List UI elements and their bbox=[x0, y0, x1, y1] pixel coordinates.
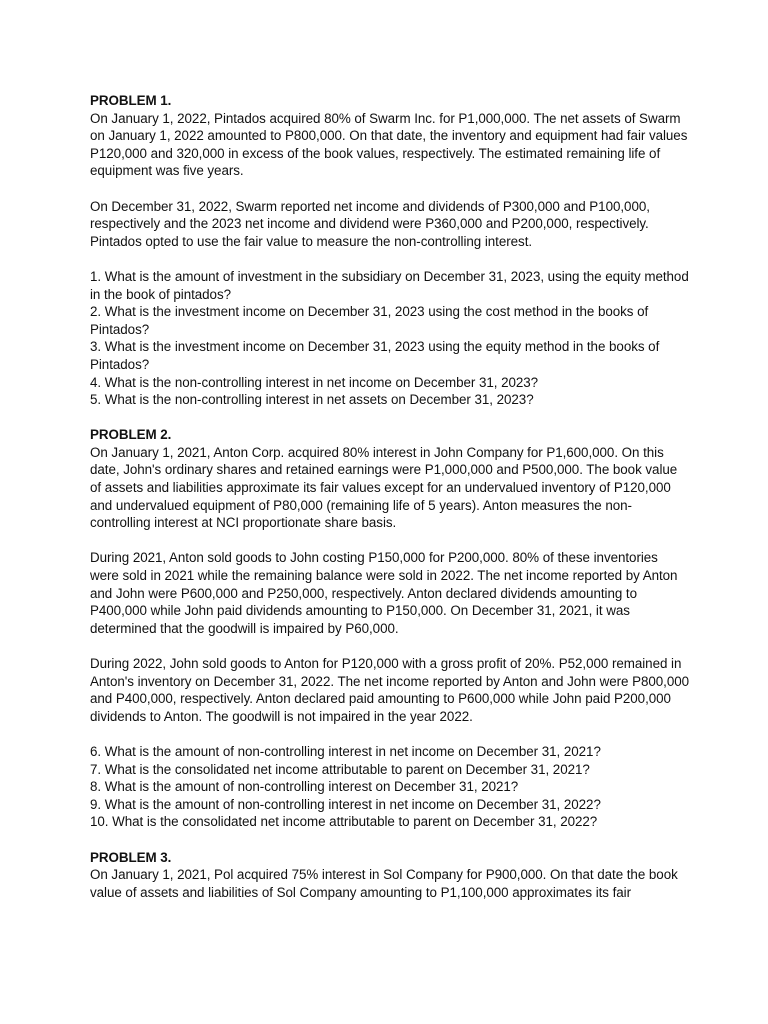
question-10: 10. What is the consolidated net income attributable to parent on December 31, 2022? bbox=[90, 814, 598, 830]
problem-3-paragraph: On January 1, 2021, Pol acquired 75% interest in Sol Company for P900,000. On that date the book value of assets and liabilities of Sol Company amounting to P1,100,000 approximates its fair bbox=[90, 867, 678, 900]
problem-3 bbox=[90, 849, 690, 902]
question-6: 6. What is the amount of non-controlling interest in net income on December 31, 2021? bbox=[90, 743, 601, 759]
problem-2 bbox=[90, 426, 690, 831]
problem-1 bbox=[90, 92, 690, 409]
question-7: 7. What is the consolidated net income attributable to parent on December 31, 2021? bbox=[90, 761, 590, 777]
question-4: 4. What is the non-controlling interest in net income on December 31, 2023? bbox=[90, 374, 539, 390]
document-page bbox=[90, 92, 690, 901]
question-2: 2. What is the investment income on December 31, 2023 using the cost method in the books of Pintados? bbox=[90, 304, 649, 337]
question-8: 8. What is the amount of non-controlling interest on December 31, 2021? bbox=[90, 779, 519, 795]
problem-1-title: PROBLEM 1. bbox=[90, 93, 172, 108]
question-1: 1. What is the amount of investment in the subsidiary on December 31, 2023, using the equity method in the book of pintados? bbox=[90, 268, 689, 302]
problem-2-paragraph: During 2021, Anton sold goods to John costing P150,000 for P200,000. 80% of these inventories were sold in 2021 while the remaining balance were sold in 2022. The net income reported by Anton and John were P600,000 and P250,000, respectively. Anton declared dividends amounting to P400,000 while John paid dividends amounting to P150,000. On December 31, 2021, it was determined that the goodwill is impaired by P60,000. bbox=[90, 550, 678, 636]
problem-2-paragraph: During 2022, John sold goods to Anton for P120,000 with a gross profit of 20%. P52,000 remained in Anton's inventory on December 31, 2022. The net income reported by Anton and John were P800,000 and P400,000, respectively. Anton declared paid amounting to P600,000 while John paid P200,000 dividends to Anton. The goodwill is not impaired in the year 2022. bbox=[90, 656, 690, 724]
question-3: 3. What is the investment income on December 31, 2023 using the equity method in the books of Pintados? bbox=[90, 339, 660, 372]
problem-2-paragraph: On January 1, 2021, Anton Corp. acquired 80% interest in John Company for P1,600,000. On this date, John's ordinary shares and retained earnings were P1,000,000 and P500,000. The book value of assets and liabilities approximate its fair values except for an undervalued inventory of P120,000 and undervalued equipment of P80,000 (remaining life of 5 years). Anton measures the non-controlling interest at NCI proportionate share basis. bbox=[90, 444, 678, 531]
question-5: 5. What is the non-controlling interest in net assets on December 31, 2023? bbox=[90, 392, 534, 408]
problem-2-title: PROBLEM 2. bbox=[90, 427, 172, 443]
problem-3-title: PROBLEM 3. bbox=[90, 849, 172, 865]
question-9: 9. What is the amount of non-controlling interest in net income on December 31, 2022? bbox=[90, 796, 601, 812]
problem-1-paragraph: On January 1, 2022, Pintados acquired 80% of Swarm Inc. for P1,000,000. The net assets of Swarm on January 1, 2022 amounted to P800,000. On that date, the inventory and equipment had fair values P120,000 and 320,000 in excess of the book values, respectively. The estimated remaining life of equipment was five years. bbox=[90, 110, 688, 179]
problem-1-paragraph: On December 31, 2022, Swarm reported net income and dividends of P300,000 and P100,000, respectively and the 2023 net income and dividend were P360,000 and P200,000, respectively. Pintados opted to use the fair value to measure the non-controlling interest. bbox=[90, 198, 650, 249]
